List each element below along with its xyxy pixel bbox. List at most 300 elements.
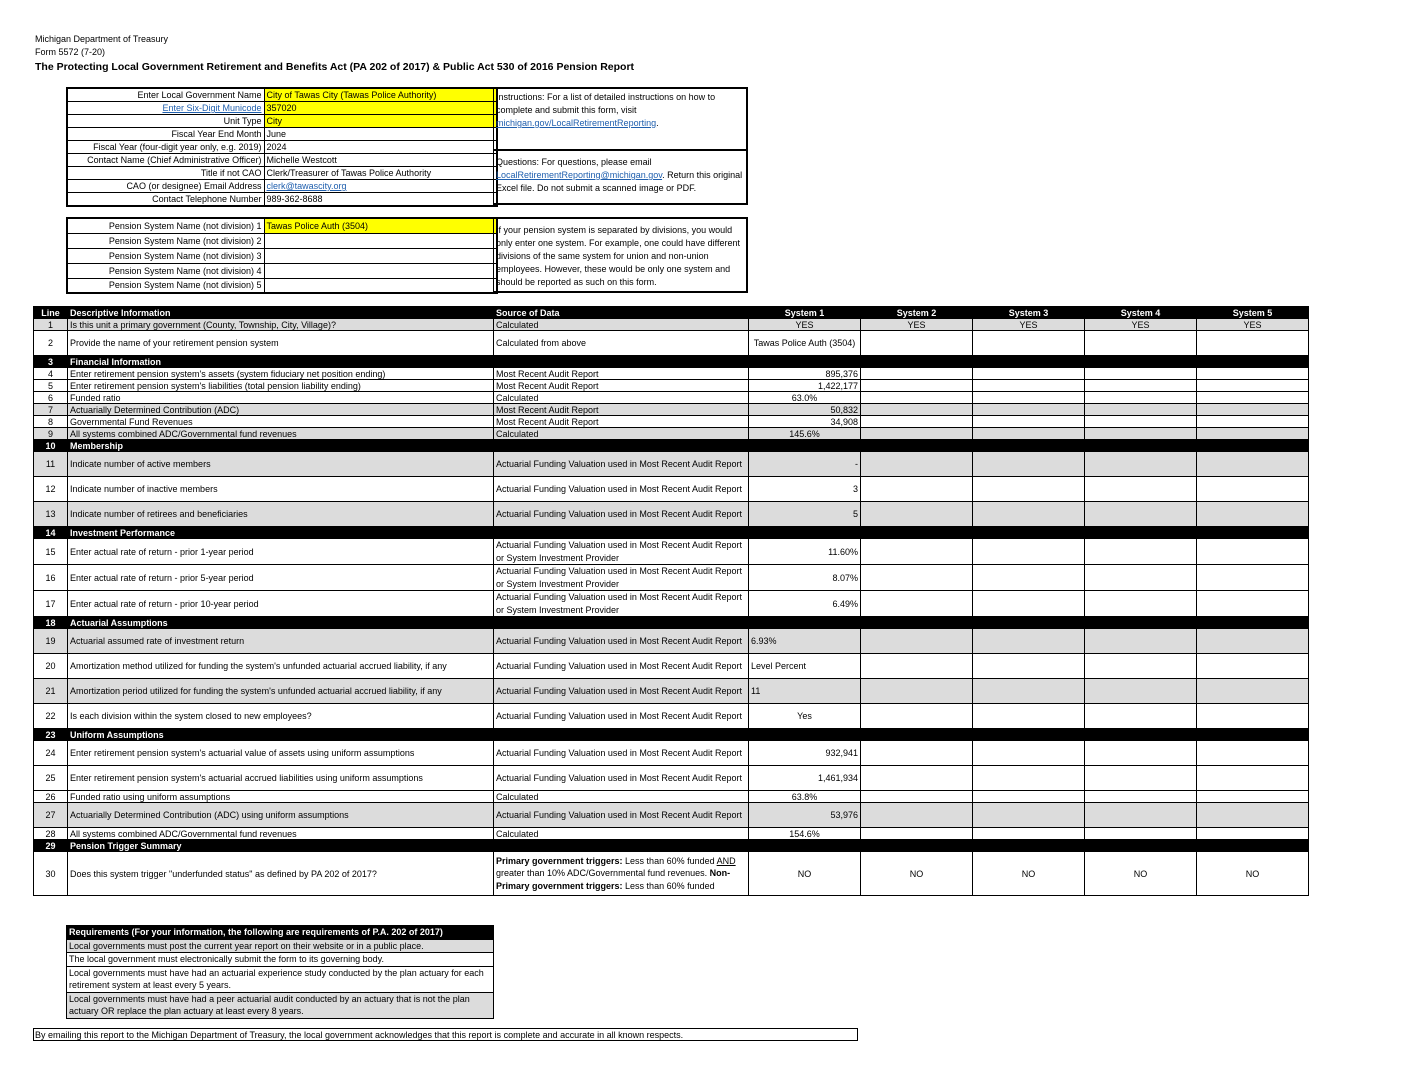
line-number: 17 (34, 591, 68, 617)
system-4-value[interactable] (1085, 502, 1197, 527)
line-number: 29 (34, 840, 68, 852)
system-5-value[interactable] (1197, 654, 1309, 679)
system-3-value[interactable] (973, 679, 1085, 704)
row-source: Most Recent Audit Report (494, 404, 749, 416)
system-5-value[interactable] (1197, 766, 1309, 791)
system-2-value[interactable] (861, 591, 973, 617)
system-1-value[interactable]: 53,976 (749, 803, 861, 828)
row-desc: Indicate number of active members (68, 452, 494, 477)
system-1-value[interactable]: 1,422,177 (749, 380, 861, 392)
system-5-value[interactable] (1197, 629, 1309, 654)
info-label: Contact Name (Chief Administrative Officer) (67, 154, 264, 167)
table-row (34, 380, 1309, 392)
row-desc: Enter actual rate of return - prior 5-year period (68, 565, 494, 591)
line-number: 22 (34, 704, 68, 729)
row-desc: Actuarial assumed rate of investment return (68, 629, 494, 654)
info-row (67, 193, 497, 207)
system-1-value[interactable]: 34,908 (749, 416, 861, 428)
pension-report-table (33, 306, 1309, 896)
table-row (34, 452, 1309, 477)
table-row (34, 416, 1309, 428)
trigger-and: AND (716, 855, 736, 866)
info-label: Enter Local Government Name (67, 88, 264, 102)
system-4-value (1085, 428, 1197, 440)
row-desc: Enter retirement pension system's liabilities (total pension liability ending) (68, 380, 494, 392)
system-5-value[interactable] (1197, 380, 1309, 392)
system-3-value[interactable] (973, 368, 1085, 380)
requirement-item (67, 966, 494, 992)
line-number: 6 (34, 392, 68, 404)
line-number: 10 (34, 440, 68, 452)
row-source: Calculated (494, 319, 749, 331)
line-number: 12 (34, 477, 68, 502)
table-row (34, 654, 1309, 679)
fiscal-year-field[interactable]: 2024 (264, 141, 497, 154)
system-3-value[interactable] (973, 654, 1085, 679)
system-1-value[interactable]: 6.49% (749, 591, 861, 617)
table-row (34, 319, 1309, 331)
system-1-value[interactable]: 6.93% (749, 629, 861, 654)
col-line: Line (34, 307, 68, 319)
line-number: 30 (34, 852, 68, 896)
system-3-value (973, 428, 1085, 440)
col-system-5: System 5 (1197, 307, 1309, 319)
pension-name-field-3[interactable] (264, 248, 497, 263)
table-row (34, 331, 1309, 356)
system-2-value[interactable] (861, 452, 973, 477)
system-2-value[interactable] (861, 629, 973, 654)
system-2-value[interactable] (861, 331, 973, 356)
requirements-table (66, 925, 494, 1019)
system-4-value (1085, 392, 1197, 404)
system-1-value: 145.6% (749, 428, 861, 440)
system-4-value[interactable] (1085, 803, 1197, 828)
line-number: 14 (34, 527, 68, 539)
line-number: 4 (34, 368, 68, 380)
row-desc: Actuarially Determined Contribution (ADC) using uniform assumptions (68, 803, 494, 828)
row-source: Actuarial Funding Valuation used in Most Recent Audit Report (494, 477, 749, 502)
system-5-value[interactable] (1197, 741, 1309, 766)
col-system-4: System 4 (1085, 307, 1197, 319)
system-4-value[interactable] (1085, 452, 1197, 477)
row-desc: Enter retirement pension system's assets (system fiduciary net position ending) (68, 368, 494, 380)
trigger-text: Less than 60% funded (622, 880, 715, 891)
section-title: Uniform Assumptions (68, 729, 1309, 741)
row-source: Actuarial Funding Valuation used in Most Recent Audit Report (494, 766, 749, 791)
system-3-value[interactable] (973, 629, 1085, 654)
pension-names-table (66, 217, 498, 294)
line-number: 24 (34, 741, 68, 766)
requirement-item (67, 992, 494, 1018)
unit-type-field[interactable]: City (264, 115, 497, 128)
row-desc: Amortization method utilized for funding the system's unfunded actuarial accrued liability, if any (68, 654, 494, 679)
questions-text: Questions: For questions, please email (496, 157, 652, 167)
table-row (34, 502, 1309, 527)
system-2-value (861, 428, 973, 440)
system-3-value (973, 392, 1085, 404)
system-3-value: YES (973, 319, 1085, 331)
system-2-value (861, 392, 973, 404)
info-label: Fiscal Year End Month (67, 128, 264, 141)
government-info-table (66, 87, 498, 207)
info-row (67, 115, 497, 128)
system-5-value[interactable] (1197, 368, 1309, 380)
system-1-value[interactable]: 1,461,934 (749, 766, 861, 791)
system-4-value[interactable] (1085, 331, 1197, 356)
pension-name-row (67, 233, 497, 248)
section-header (34, 356, 1309, 368)
row-desc: Amortization period utilized for funding the system's unfunded actuarial accrued liability, if any (68, 679, 494, 704)
table-row (34, 741, 1309, 766)
system-5-value[interactable] (1197, 331, 1309, 356)
requirements-title: Requirements (For your information, the following are requirements of P.A. 202 of 2017) (67, 926, 494, 940)
section-header (34, 617, 1309, 629)
section-header (34, 840, 1309, 852)
system-1-value[interactable]: 895,376 (749, 368, 861, 380)
system-3-value: NO (973, 852, 1085, 896)
requirement-item (67, 939, 494, 953)
system-2-value: NO (861, 852, 973, 896)
section-title: Membership (68, 440, 1309, 452)
system-3-value[interactable] (973, 741, 1085, 766)
system-3-value[interactable] (973, 704, 1085, 729)
system-3-value[interactable] (973, 502, 1085, 527)
row-desc: Funded ratio (68, 392, 494, 404)
system-1-value[interactable]: Yes (749, 704, 861, 729)
line-number: 26 (34, 791, 68, 803)
system-2-value (861, 791, 973, 803)
col-system-2: System 2 (861, 307, 973, 319)
line-number: 15 (34, 539, 68, 565)
system-1-value[interactable]: 11.60% (749, 539, 861, 565)
line-number: 5 (34, 380, 68, 392)
page-title: The Protecting Local Government Retirement and Benefits Act (PA 202 of 2017) & Public Act 530 of 2016 Pension Report (35, 61, 635, 73)
system-1-value: Tawas Police Auth (3504) (749, 331, 861, 356)
table-row (34, 428, 1309, 440)
pension-name-label: Pension System Name (not division) 5 (67, 278, 264, 293)
table-row (34, 368, 1309, 380)
row-source: Actuarial Funding Valuation used in Most Recent Audit Report (494, 654, 749, 679)
info-row (67, 167, 497, 180)
pension-name-row (67, 263, 497, 278)
line-number: 25 (34, 766, 68, 791)
system-2-value[interactable] (861, 404, 973, 416)
info-row (67, 141, 497, 154)
system-2-value[interactable] (861, 679, 973, 704)
system-5-value: NO (1197, 852, 1309, 896)
system-3-value[interactable] (973, 380, 1085, 392)
form-number: Form 5572 (7-20) (35, 47, 106, 57)
col-system-3: System 3 (973, 307, 1085, 319)
section-title: Actuarial Assumptions (68, 617, 1309, 629)
system-3-value[interactable] (973, 416, 1085, 428)
requirements-header (67, 926, 494, 940)
table-row (34, 539, 1309, 565)
section-header (34, 527, 1309, 539)
system-4-value[interactable] (1085, 741, 1197, 766)
system-4-value[interactable] (1085, 766, 1197, 791)
system-2-value: YES (861, 319, 973, 331)
row-source: Actuarial Funding Valuation used in Most Recent Audit Report or System Investment Provider (494, 539, 749, 565)
questions-email-link[interactable]: LocalRetirementReporting@michigan.gov (496, 170, 663, 180)
section-title: Investment Performance (68, 527, 1309, 539)
system-1-value[interactable]: 3 (749, 477, 861, 502)
system-5-value[interactable] (1197, 591, 1309, 617)
system-5-value[interactable] (1197, 539, 1309, 565)
table-row (34, 766, 1309, 791)
table-row (34, 404, 1309, 416)
system-2-value[interactable] (861, 803, 973, 828)
municode-link[interactable]: Enter Six-Digit Municode (67, 102, 264, 115)
row-desc: Provide the name of your retirement pension system (68, 331, 494, 356)
system-1-value[interactable]: Level Percent (749, 654, 861, 679)
table-row (34, 565, 1309, 591)
email-field[interactable] (264, 180, 497, 193)
row-desc: Enter retirement pension system's actuarial accrued liabilities using uniform assumptions (68, 766, 494, 791)
row-desc: Funded ratio using uniform assumptions (68, 791, 494, 803)
line-number: 2 (34, 331, 68, 356)
info-label: Title if not CAO (67, 167, 264, 180)
system-5-value[interactable] (1197, 679, 1309, 704)
system-1-value: YES (749, 319, 861, 331)
system-2-value[interactable] (861, 502, 973, 527)
table-row (34, 591, 1309, 617)
system-1-value[interactable]: - (749, 452, 861, 477)
table-row (34, 629, 1309, 654)
line-number: 16 (34, 565, 68, 591)
requirement-text: Local governments must have had a peer actuarial audit conducted by an actuary that is not the plan actuary OR replace the plan actuary at least every 8 years. (67, 992, 494, 1018)
row-source: Most Recent Audit Report (494, 380, 749, 392)
section-header (34, 440, 1309, 452)
line-number: 8 (34, 416, 68, 428)
pension-name-field-1[interactable]: Tawas Police Auth (3504) (264, 218, 497, 233)
row-source: Calculated from above (494, 331, 749, 356)
line-number: 3 (34, 356, 68, 368)
row-desc: Is this unit a primary government (County, Township, City, Village)? (68, 319, 494, 331)
system-3-value[interactable] (973, 404, 1085, 416)
system-2-value[interactable] (861, 477, 973, 502)
system-3-value (973, 828, 1085, 840)
system-4-value[interactable] (1085, 477, 1197, 502)
table-row (34, 828, 1309, 840)
info-label: Contact Telephone Number (67, 193, 264, 207)
telephone-field[interactable]: 989-362-8688 (264, 193, 497, 207)
system-5-value[interactable] (1197, 704, 1309, 729)
municode-field[interactable]: 357020 (264, 102, 497, 115)
col-desc: Descriptive Information (68, 307, 494, 319)
table-row (34, 852, 1309, 896)
row-desc: Indicate number of inactive members (68, 477, 494, 502)
system-2-value[interactable] (861, 766, 973, 791)
table-row (34, 679, 1309, 704)
pension-name-label: Pension System Name (not division) 2 (67, 233, 264, 248)
line-number: 1 (34, 319, 68, 331)
contact-name-field[interactable]: Michelle Westcott (264, 154, 497, 167)
info-label: Unit Type (67, 115, 264, 128)
system-2-value[interactable] (861, 416, 973, 428)
requirement-item (67, 953, 494, 967)
system-5-value (1197, 791, 1309, 803)
system-2-value[interactable] (861, 380, 973, 392)
system-4-value[interactable] (1085, 654, 1197, 679)
requirement-text: Local governments must have had an actuarial experience study conducted by the plan actuary for each retirement system at least every 5 years. (67, 966, 494, 992)
row-source: Calculated (494, 392, 749, 404)
system-4-value[interactable] (1085, 704, 1197, 729)
section-title: Financial Information (68, 356, 1309, 368)
row-source: Actuarial Funding Valuation used in Most Recent Audit Report (494, 704, 749, 729)
system-5-value[interactable] (1197, 565, 1309, 591)
table-row (34, 477, 1309, 502)
system-4-value[interactable] (1085, 380, 1197, 392)
line-number: 23 (34, 729, 68, 741)
section-header (34, 729, 1309, 741)
acknowledgement: By emailing this report to the Michigan Department of Treasury, the local government acknowledges that this report is complete and accurate in all known respects. (33, 1028, 858, 1041)
table-header (34, 307, 1309, 319)
questions-end: . Return this original Excel file. Do not submit a scanned image or PDF. (496, 170, 743, 193)
system-3-value[interactable] (973, 565, 1085, 591)
system-1-value[interactable]: 50,832 (749, 404, 861, 416)
pension-name-field-5[interactable] (264, 278, 497, 293)
info-label: CAO (or designee) Email Address (67, 180, 264, 193)
section-title: Pension Trigger Summary (68, 840, 1309, 852)
line-number: 21 (34, 679, 68, 704)
row-desc: All systems combined ADC/Governmental fund revenues (68, 828, 494, 840)
system-4-value[interactable] (1085, 368, 1197, 380)
system-5-value[interactable] (1197, 416, 1309, 428)
row-desc: Enter actual rate of return - prior 1-year period (68, 539, 494, 565)
system-1-value: 63.8% (749, 791, 861, 803)
line-number: 9 (34, 428, 68, 440)
system-4-value: NO (1085, 852, 1197, 896)
pension-name-field-4[interactable] (264, 263, 497, 278)
title-field[interactable]: Clerk/Treasurer of Tawas Police Authority (264, 167, 497, 180)
row-source: Actuarial Funding Valuation used in Most Recent Audit Report or System Investment Provider (494, 591, 749, 617)
system-5-value[interactable] (1197, 452, 1309, 477)
system-1-value: 154.6% (749, 828, 861, 840)
system-3-value[interactable] (973, 591, 1085, 617)
row-source: Actuarial Funding Valuation used in Most Recent Audit Report (494, 629, 749, 654)
system-1-value: 63.0% (749, 392, 861, 404)
table-row (34, 392, 1309, 404)
system-4-value: YES (1085, 319, 1197, 331)
system-4-value[interactable] (1085, 539, 1197, 565)
trigger-text: greater than 10% ADC/Governmental fund revenues. (496, 868, 710, 879)
system-4-value[interactable] (1085, 565, 1197, 591)
row-desc: Actuarially Determined Contribution (ADC) (68, 404, 494, 416)
pension-name-row (67, 248, 497, 263)
system-2-value[interactable] (861, 565, 973, 591)
system-3-value[interactable] (973, 452, 1085, 477)
info-row (67, 128, 497, 141)
system-5-value[interactable] (1197, 404, 1309, 416)
system-4-value[interactable] (1085, 404, 1197, 416)
pension-name-row (67, 218, 497, 233)
email-link[interactable]: clerk@tawascity.org (266, 181, 347, 191)
requirement-text: Local governments must post the current year report on their website or in a public place. (67, 939, 494, 953)
col-source: Source of Data (494, 307, 749, 319)
system-4-value[interactable] (1085, 679, 1197, 704)
system-1-value[interactable]: 11 (749, 679, 861, 704)
pension-name-field-2[interactable] (264, 233, 497, 248)
non-primary-trigger-label: Non-Primary government triggers: (496, 868, 731, 891)
system-3-value[interactable] (973, 477, 1085, 502)
system-4-value (1085, 828, 1197, 840)
government-name-field[interactable]: City of Tawas City (Tawas Police Authority) (264, 88, 497, 102)
system-4-value[interactable] (1085, 416, 1197, 428)
instructions-link[interactable]: michigan.gov/LocalRetirementReporting (496, 118, 657, 128)
line-number: 28 (34, 828, 68, 840)
row-desc: Governmental Fund Revenues (68, 416, 494, 428)
trigger-source (494, 852, 749, 896)
row-desc: Indicate number of retirees and beneficiaries (68, 502, 494, 527)
system-5-value (1197, 428, 1309, 440)
system-5-value (1197, 392, 1309, 404)
system-5-value[interactable] (1197, 502, 1309, 527)
table-row (34, 791, 1309, 803)
system-4-value[interactable] (1085, 591, 1197, 617)
pension-name-label: Pension System Name (not division) 3 (67, 248, 264, 263)
instructions-text: Instructions: For a list of detailed instructions on how to complete and submit this form, visit (496, 92, 716, 115)
info-row (67, 102, 497, 115)
instructions-box (493, 87, 748, 151)
row-desc: Does this system trigger "underfunded status" as defined by PA 202 of 2017? (68, 852, 494, 896)
row-source: Actuarial Funding Valuation used in Most Recent Audit Report (494, 502, 749, 527)
table-row (34, 803, 1309, 828)
pension-name-label: Pension System Name (not division) 1 (67, 218, 264, 233)
row-desc: Enter retirement pension system's actuarial value of assets using uniform assumptions (68, 741, 494, 766)
line-number: 20 (34, 654, 68, 679)
system-4-value (1085, 791, 1197, 803)
trigger-text: Less than 60% funded (622, 855, 717, 866)
system-2-value[interactable] (861, 368, 973, 380)
system-1-value[interactable]: 5 (749, 502, 861, 527)
system-3-value[interactable] (973, 803, 1085, 828)
row-source: Most Recent Audit Report (494, 368, 749, 380)
system-5-value[interactable] (1197, 477, 1309, 502)
row-source: Actuarial Funding Valuation used in Most Recent Audit Report (494, 452, 749, 477)
pension-name-row (67, 278, 497, 293)
system-3-value[interactable] (973, 539, 1085, 565)
row-source: Actuarial Funding Valuation used in Most Recent Audit Report (494, 679, 749, 704)
system-1-value: NO (749, 852, 861, 896)
system-1-value[interactable]: 8.07% (749, 565, 861, 591)
row-source: Calculated (494, 791, 749, 803)
info-label: Fiscal Year (four-digit year only, e.g. 2019) (67, 141, 264, 154)
system-2-value[interactable] (861, 539, 973, 565)
fiscal-month-field[interactable]: June (264, 128, 497, 141)
system-2-value[interactable] (861, 654, 973, 679)
row-desc: Enter actual rate of return - prior 10-year period (68, 591, 494, 617)
line-number: 18 (34, 617, 68, 629)
system-4-value[interactable] (1085, 629, 1197, 654)
system-5-value (1197, 828, 1309, 840)
system-3-value[interactable] (973, 331, 1085, 356)
pension-name-label: Pension System Name (not division) 4 (67, 263, 264, 278)
row-source: Calculated (494, 828, 749, 840)
row-source: Most Recent Audit Report (494, 416, 749, 428)
division-note: If your pension system is separated by divisions, you would only enter one system. For example, one could have different divisions of the same system for union and non-union employees. However, these would be only one system and should be reported as such on this form. (493, 217, 748, 293)
system-1-value[interactable]: 932,941 (749, 741, 861, 766)
row-source: Actuarial Funding Valuation used in Most Recent Audit Report or System Investment Provider (494, 565, 749, 591)
system-2-value[interactable] (861, 741, 973, 766)
questions-box (493, 150, 748, 205)
info-row (67, 154, 497, 167)
system-5-value[interactable] (1197, 803, 1309, 828)
system-2-value[interactable] (861, 704, 973, 729)
table-row (34, 704, 1309, 729)
system-3-value[interactable] (973, 766, 1085, 791)
requirement-text: The local government must electronically submit the form to its governing body. (67, 953, 494, 967)
